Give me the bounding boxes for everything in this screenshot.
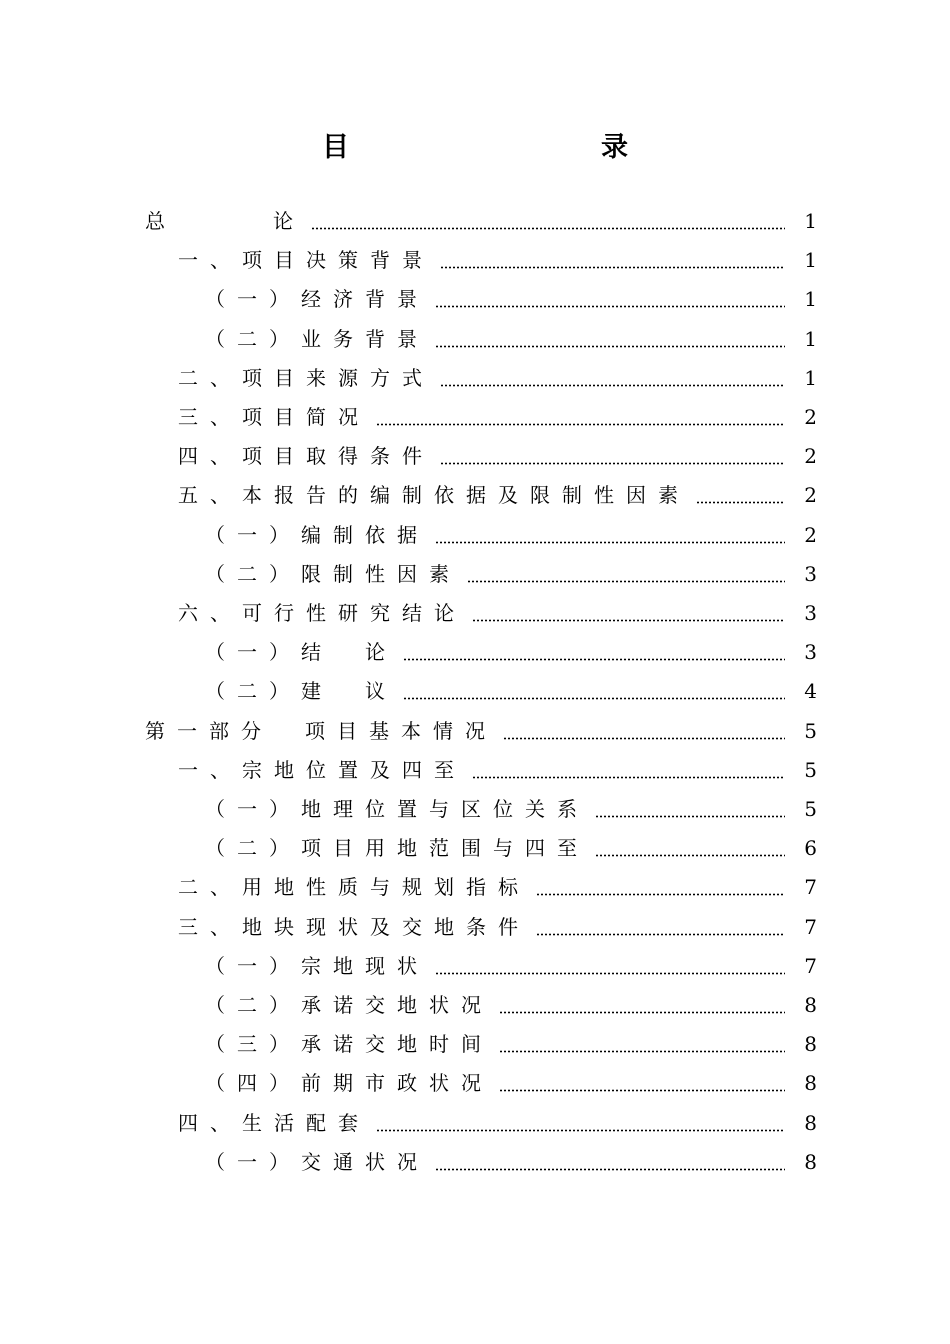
toc-entry-page-number: 5 [804,757,817,782]
toc-entry-label: 六、可行性研究结论 [178,601,466,625]
toc-entry[interactable] [0,829,950,868]
toc-dot-leader [595,854,785,857]
toc-dot-leader [435,972,785,975]
toc-entry-page-number: 1 [804,326,817,351]
toc-entry-page-number: 2 [804,483,817,508]
toc-entry[interactable] [0,398,950,437]
toc-entry-page-number: 4 [804,679,817,704]
toc-entry[interactable] [0,359,950,398]
toc-entry-label: （一）宗地现状 [205,953,429,978]
toc-entry-page-number: 2 [804,444,817,469]
toc-entry-page-number: 2 [804,405,817,429]
toc-dot-leader [472,619,785,622]
toc-entry[interactable] [0,320,950,359]
toc-dot-leader [440,266,785,269]
toc-dot-leader [536,893,785,896]
toc-entry-label: （二）项目用地范围与四至 [205,836,589,861]
toc-dot-leader [440,462,785,465]
toc-entry-label: 一、项目决策背景 [178,248,434,273]
toc-entry-label: 五、本报告的编制依据及限制性因素 [178,483,690,508]
toc-dot-leader [536,933,785,936]
toc-entry-label: （二）业务背景 [205,326,429,351]
toc-entry-label: （二）限制性因素 [205,561,461,586]
toc-entry-label: （一）经济背景 [205,287,429,312]
toc-entry-page-number: 8 [804,1071,817,1096]
toc-dot-leader [376,423,785,426]
toc-entry-label: 三、项目简况 [178,405,370,429]
toc-dot-leader [499,1050,785,1053]
toc-entry-page-number: 8 [804,1149,817,1174]
toc-entry-page-number: 7 [804,953,817,978]
toc-entry[interactable] [0,516,950,555]
toc-entry-label: （四）前期市政状况 [205,1071,493,1096]
toc-dot-leader [499,1011,785,1014]
toc-entry[interactable] [0,947,950,986]
toc-dot-leader [403,658,785,661]
toc-entry-label: 总 论 [145,209,305,233]
toc-entry[interactable] [0,1025,950,1064]
toc-entry[interactable] [0,751,950,790]
toc-dot-leader [435,305,785,308]
toc-dot-leader [435,541,785,544]
toc-dot-leader [440,384,785,387]
toc-entry-label: （一）编制依据 [205,522,429,547]
toc-dot-leader [595,815,785,818]
toc-dot-leader [467,580,785,583]
toc-entry[interactable] [0,868,950,907]
toc-entry-page-number: 8 [804,1110,817,1135]
toc-entry[interactable] [0,1143,950,1182]
toc-entry-page-number: 6 [804,836,817,861]
toc-entry-page-number: 7 [804,914,817,939]
toc-entry-page-number: 5 [804,718,817,743]
toc-entry-label: 二、用地性质与规划指标 [178,875,530,900]
toc-entry[interactable] [0,672,950,711]
toc-entry-label: 四、项目取得条件 [178,444,434,469]
toc-entry[interactable] [0,241,950,280]
toc-dot-leader [503,737,785,740]
toc-entry-page-number: 8 [804,1032,817,1057]
toc-entry[interactable] [0,1064,950,1103]
toc-entry[interactable] [0,1104,950,1143]
toc-entry-label: （二）建 议 [205,679,397,704]
toc-entry-page-number: 2 [804,522,817,547]
toc-dot-leader [435,345,785,348]
toc-entry-label: 三、地块现状及交地条件 [178,914,530,939]
toc-entry-label: （二）承诺交地状况 [205,993,493,1017]
toc-entry-page-number: 7 [804,875,817,900]
toc-entry-label: （三）承诺交地时间 [205,1032,493,1057]
toc-entry[interactable] [0,712,950,751]
toc-entry-page-number: 1 [804,248,817,273]
toc-entry-label: 第一部分 项目基本情况 [145,718,497,743]
toc-entry[interactable] [0,280,950,319]
toc-entry-page-number: 1 [804,365,817,390]
toc-entry-page-number: 8 [804,993,817,1017]
toc-entry-label: 一、宗地位置及四至 [178,757,466,782]
toc-entry[interactable] [0,476,950,515]
toc-dot-leader [311,227,785,230]
toc-dot-leader [376,1129,785,1132]
toc-dot-leader [499,1089,785,1092]
toc-entry-label: 四、生活配套 [178,1110,370,1135]
toc-entry-label: 二、项目来源方式 [178,365,434,390]
toc-entry[interactable] [0,908,950,947]
toc-entry[interactable] [0,437,950,476]
toc-entry-page-number: 3 [804,601,817,625]
toc-title: 目 录 [322,132,694,163]
toc-entry-page-number: 1 [804,287,817,312]
toc-entry[interactable] [0,986,950,1025]
toc-entry-label: （一）结 论 [205,640,397,665]
toc-entry[interactable] [0,555,950,594]
toc-entry-label: （一）交通状况 [205,1149,429,1174]
toc-entry-page-number: 3 [804,640,817,665]
toc-entry-page-number: 5 [804,797,817,821]
toc-dot-leader [403,697,785,700]
toc-entry[interactable] [0,594,950,633]
toc-dot-leader [696,501,785,504]
toc-entry[interactable] [0,202,950,241]
toc-dot-leader [435,1168,785,1171]
toc-entry-page-number: 3 [804,561,817,586]
toc-entry-page-number: 1 [804,209,817,233]
toc-entry[interactable] [0,790,950,829]
toc-dot-leader [472,776,785,779]
toc-entry[interactable] [0,633,950,672]
toc-entry-label: （一）地理位置与区位关系 [205,797,589,821]
